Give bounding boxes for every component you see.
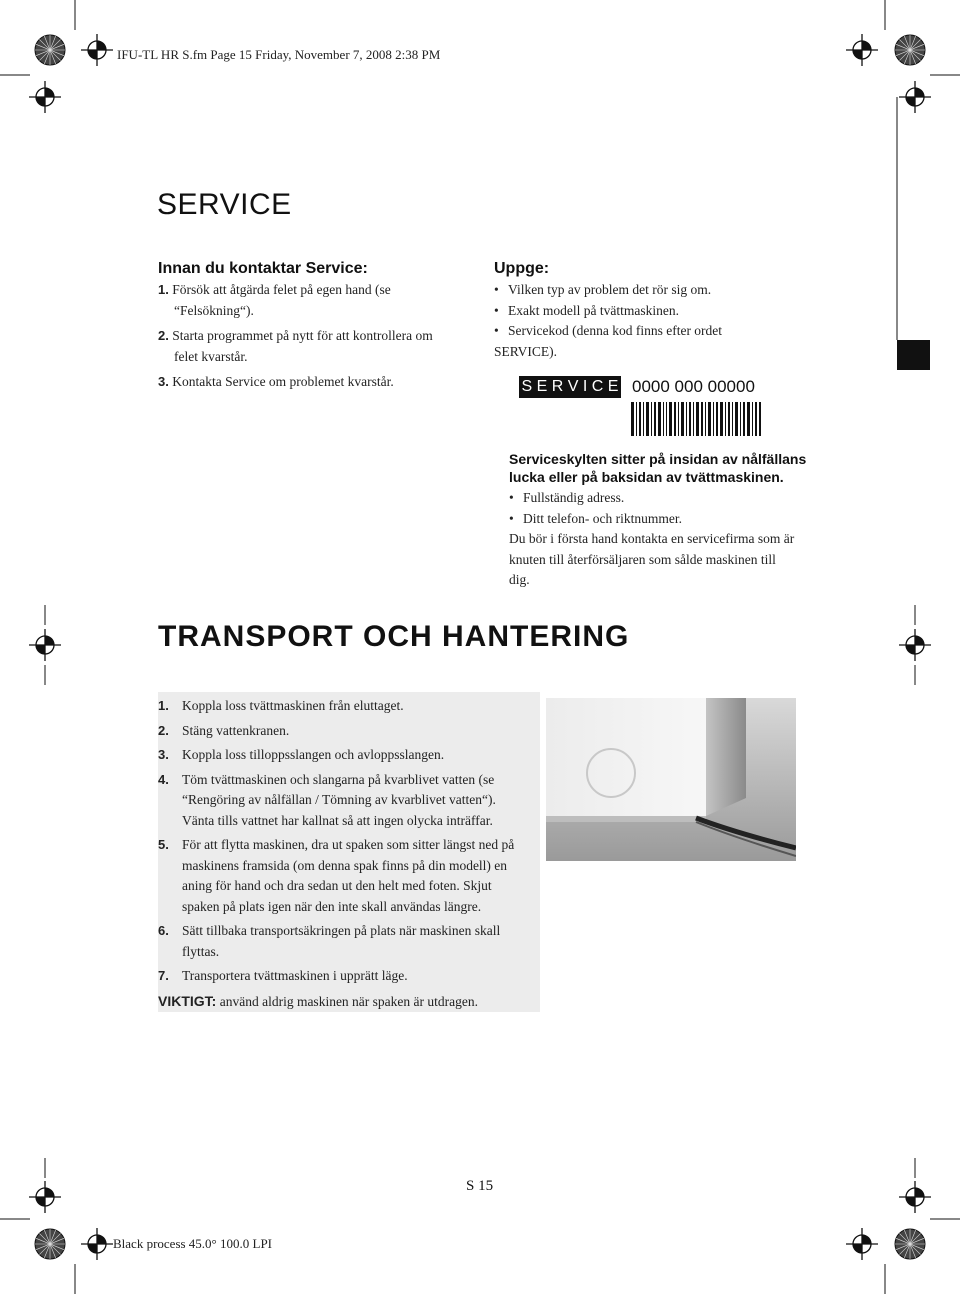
service-code: 0000 000 00000: [632, 377, 755, 396]
print-header: IFU-TL HR S.fm Page 15 Friday, November 7, 2008 2:38 PM: [117, 47, 441, 62]
provide-heading: Uppge:: [494, 260, 550, 277]
before-contact-section: [158, 260, 478, 393]
transport-step: 2. Stäng vattenkranen.: [158, 722, 290, 738]
transport-step: 5. För att flytta maskinen, dra ut spaken som sitter längst ned på maskinens framsida (om denna spak finns på din modell) en aning för hand och dra sedan ut den helt med foten. Skjut spaken på plats igen när den inte skall användas längre.: [158, 837, 515, 914]
warning-text: använd aldrig maskinen när spaken är utdragen.: [219, 993, 478, 1009]
transport-steps: [158, 692, 540, 1012]
transport-step: 3. Koppla loss tilloppsslangen och avloppsslangen.: [158, 747, 445, 762]
transport-step: 1. Koppla loss tvättmaskinen från eluttaget.: [158, 698, 404, 713]
provide-section: [494, 260, 814, 362]
contact-detail-bullets: [509, 488, 809, 529]
bullet-item: • Exakt modell på tvättmaskinen.: [494, 301, 814, 322]
provide-bullets: [494, 280, 814, 342]
print-footer: Black process 45.0° 100.0 LPI: [113, 1236, 273, 1251]
before-contact-heading: Innan du kontaktar Service:: [158, 260, 368, 277]
transport-step: 7. Transportera tvättmaskinen i upprätt läge.: [158, 968, 408, 983]
service-title: SERVICE: [157, 188, 292, 221]
step-item: 2. Starta programmet på nytt för att kontrollera om felet kvarstår.: [158, 328, 433, 364]
bullet-item: • Vilken typ av problem det rör sig om.: [494, 280, 814, 301]
warning-label: VIKTIGT:: [158, 992, 217, 1009]
service-info-section: [509, 450, 809, 591]
bullet-continuation: SERVICE).: [494, 343, 558, 359]
service-label-word: S E R V I C E: [519, 376, 621, 398]
transport-step: 4. Töm tvättmaskinen och slangarna på kvarblivet vatten (se “Rengöring av nålfällan / Tömning av kvarblivet vatten“). Vänta tills vattnet har kallnat så att ingen olycka inträffar.: [158, 771, 496, 828]
closing-text: Du bör i första hand kontakta en servicefirma som är knuten till återförsäljaren som sålde maskinen till dig.: [509, 531, 795, 587]
barcode-icon: [631, 402, 761, 436]
step-item: 3. Kontakta Service om problemet kvarstår.: [158, 374, 394, 389]
step-item: 1. Försök att åtgärda felet på egen hand (se “Felsökning“).: [158, 282, 391, 318]
washing-machine-photo: [546, 698, 796, 861]
transport-steps-panel: [158, 692, 540, 1012]
service-label-location-note: Serviceskylten sitter på insidan av nålfällans lucka eller på baksidan av tvättmaskinen.: [509, 451, 807, 485]
warning-line: [158, 991, 530, 1013]
before-contact-steps: [158, 280, 478, 393]
transport-title: TRANSPORT OCH HANTERING: [158, 620, 630, 653]
bullet-item: • Servicekod (denna kod finns efter ordet: [494, 321, 814, 342]
service-label: [519, 376, 764, 438]
bullet-item: • Ditt telefon- och riktnummer.: [509, 509, 809, 530]
page-number: S 15: [466, 1178, 494, 1194]
transport-step: 6. Sätt tillbaka transportsäkringen på plats när maskinen skall flyttas.: [158, 923, 501, 959]
bullet-item: • Fullständig adress.: [509, 488, 809, 509]
